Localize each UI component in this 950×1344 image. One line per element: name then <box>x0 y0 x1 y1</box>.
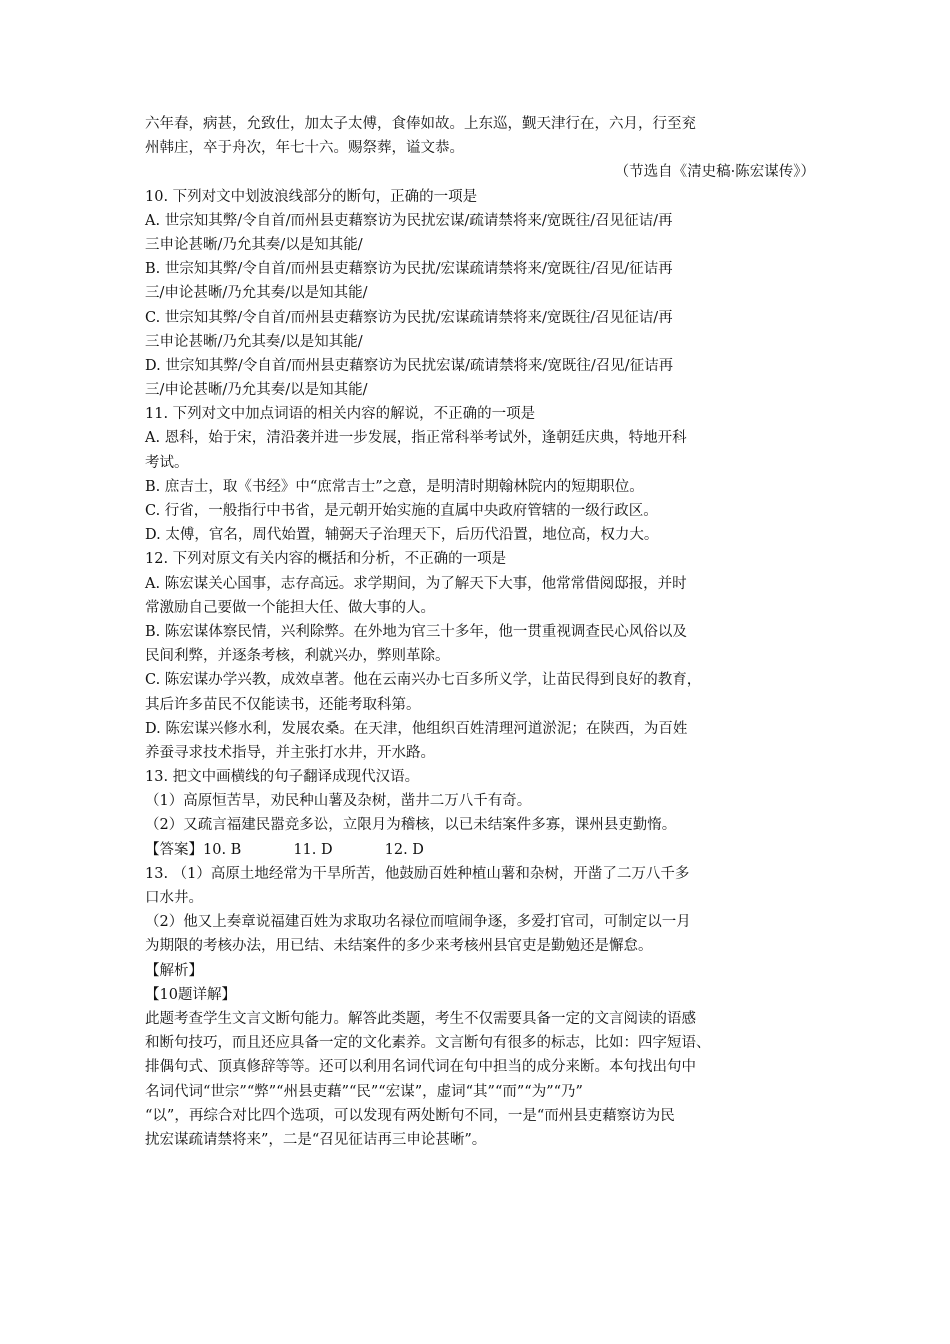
option-d-line: D. 太傅，官名，周代始置，辅弼天子治理天下，后历代沿置，地位高，权力大。 <box>145 527 659 544</box>
analysis-heading: 【解析】 <box>145 962 203 979</box>
translate-item: （1）高原恒苦旱，劝民种山薯及杂树，凿井二万八千有奇。 <box>145 793 532 810</box>
question-stem: 12. 下列对原文有关内容的概括和分析，不正确的一项是 <box>145 551 507 568</box>
answer-12: 12. D <box>384 841 424 858</box>
option-b-line: B. 庶吉士，取《书经》中“庶常吉士”之意，是明清时期翰林院内的短期职位。 <box>145 478 644 495</box>
option-b-line: 三/申论甚晰/乃允其奏/以是知其能/ <box>145 285 368 302</box>
question-12 <box>145 547 815 765</box>
option-b-line: B. 世宗知其弊/令自首/而州县吏藉察访为民扰/宏谋疏请禁将来/宽既往/召见/征诘再 <box>145 261 673 278</box>
passage-source: （节选自《清史稿·陈宏谋传》） <box>614 164 815 181</box>
question-10 <box>145 185 815 403</box>
answer-label: 【答案】 <box>145 841 203 858</box>
option-c-line: C. 行省，一般指行中书省，是元朝开始实施的直属中央政府管辖的一级行政区。 <box>145 503 658 519</box>
option-d-line: D. 陈宏谋兴修水利，发展农桑。在天津，他组织百姓清理河道淤泥；在陕西，为百姓 <box>145 720 688 737</box>
analysis-line: 名词代词“世宗”“弊”“州县吏藉”“民”“宏谋”，虚词“其”“而”“为”“乃” <box>145 1083 583 1100</box>
question-stem: 10. 下列对文中划波浪线部分的断句，正确的一项是 <box>145 188 478 205</box>
option-b-line: B. 陈宏谋体察民情，兴利除弊。在外地为官三十多年，他一贯重视调查民心风俗以及 <box>145 623 687 640</box>
option-a-line: A. 恩科，始于宋，清沿袭并进一步发展，指正常科举考试外，逢朝廷庆典，特地开科 <box>145 430 687 447</box>
answer-13-1-line: 口水井。 <box>145 890 203 906</box>
answer-row <box>145 838 815 862</box>
option-c-line: 其后许多苗民不仅能读书，还能考取科第。 <box>145 696 421 713</box>
translate-item: （2）又疏言福建民嚣竞多讼，立限月为稽核，以已未结案件多寡，课州县吏勤惰。 <box>145 817 677 834</box>
passage-line: 六年春，病甚，允致仕，加太子太傅，食俸如故。上东巡，觐天津行在，六月，行至兖 <box>145 116 696 132</box>
analysis-line: 此题考查学生文言文断句能力。解答此类题，考生不仅需要具备一定的文言阅读的语感 <box>145 1010 696 1027</box>
option-c-line: C. 陈宏谋办学兴教，成效卓著。他在云南兴办七百多所义学，让苗民得到良好的教育， <box>145 672 702 689</box>
option-a-line: A. 陈宏谋关心国事，志存高远。求学期间，为了解天下大事，他常常借阅邸报，并时 <box>145 575 687 592</box>
option-c-line: 三申论甚晰/乃允其奏/以是知其能/ <box>145 333 363 350</box>
analysis-line: “以”，再综合对比四个选项，可以发现有两处断句不同，一是“而州县吏藉察访为民 <box>145 1107 675 1124</box>
answer-13-1-line: 13. （1）高原土地经常为干旱所苦，他鼓励百姓种植山薯和杂树，开凿了二万八千多 <box>145 865 690 882</box>
option-d-line: D. 世宗知其弊/令自首/而州县吏藉察访为民扰宏谋/疏请禁将来/宽既往/召见/征诘再 <box>145 357 674 374</box>
document-page <box>145 112 815 1152</box>
analysis-line: 和断句技巧，而且还应具备一定的文化素养。文言断句有很多的标志，比如：四字短语、 <box>145 1035 711 1052</box>
question-stem: 13. 把文中画横线的句子翻译成现代汉语。 <box>145 769 420 786</box>
question-13 <box>145 765 815 838</box>
passage <box>145 112 815 185</box>
answer-10: 10. B <box>203 841 242 858</box>
option-d-line: 三/申论甚晰/乃允其奏/以是知其能/ <box>145 382 368 399</box>
question-11 <box>145 402 815 547</box>
analysis-line: 扰宏谋疏请禁将来”，二是“召见征诘再三申论甚晰”。 <box>145 1131 487 1148</box>
analysis-section <box>145 959 815 1153</box>
option-d-line: 养蚕寻求技术指导，并主张打水井，开水路。 <box>145 744 435 761</box>
option-a-line: 三申论甚晰/乃允其奏/以是知其能/ <box>145 236 363 253</box>
analysis-line: 排偶句式、顶真修辞等等。还可以利用名词代词在句中担当的成分来断。本句找出句中 <box>145 1059 696 1076</box>
question-stem: 11. 下列对文中加点词语的相关内容的解说，不正确的一项是 <box>145 406 536 423</box>
option-a-line: 考试。 <box>145 454 189 471</box>
option-a-line: A. 世宗知其弊/令自首/而州县吏藉察访为民扰宏谋/疏请禁将来/宽既往/召见征诘/再 <box>145 212 673 229</box>
analysis-subheading: 【10题详解】 <box>145 986 236 1003</box>
answer-section <box>145 838 815 959</box>
option-a-line: 常激励自己要做一个能担大任、做大事的人。 <box>145 599 435 616</box>
passage-line: 州韩庄，卒于舟次，年七十六。赐祭葬，谥文恭。 <box>145 140 464 157</box>
option-c-line: C. 世宗知其弊/令自首/而州县吏藉察访为民扰/宏谋疏请禁将来/宽既往/召见征诘/再 <box>145 309 673 326</box>
answer-13-2-line: （2）他又上奏章说福建百姓为求取功名禄位而喧闹争逐，多爱打官司，可制定以一月 <box>145 914 691 931</box>
option-b-line: 民间利弊，并逐条考核，利就兴办，弊则革除。 <box>145 648 450 665</box>
answer-11: 11. D <box>293 841 333 858</box>
answer-13-2-line: 为期限的考核办法，用已结、未结案件的多少来考核州县官吏是勤勉还是懈怠。 <box>145 938 653 955</box>
